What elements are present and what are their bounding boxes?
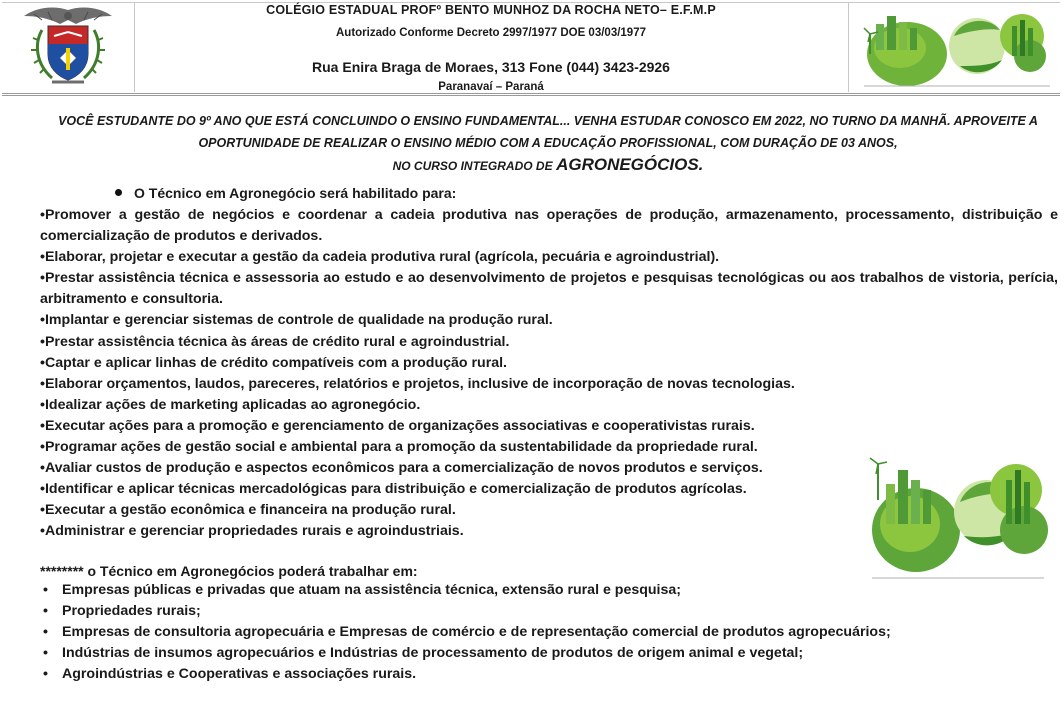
intro-course-name: AGRONEGÓCIOS. (556, 155, 704, 174)
list-item: •Implantar e gerenciar sistemas de controle de qualidade na produção rural. (40, 312, 553, 329)
authorization-decree: Autorizado Conforme Decreto 2997/1977 DOE 03/03/1977 (336, 27, 646, 39)
intro-announcement (40, 110, 1056, 177)
intro-course-prefix: NO CURSO INTEGRADO DE (392, 159, 553, 173)
list-item: •Programar ações de gestão social e ambiental para a promoção da sustentabilidade da propriedade rural. (40, 439, 758, 456)
list-item: •Administrar e gerenciar propriedades rurais e agroindustriais. (40, 523, 464, 540)
school-city: Paranavaí – Paraná (438, 81, 544, 93)
list-item: •Executar a gestão econômica e financeira na produção rural. (40, 502, 456, 519)
green-earth-city-side-icon (868, 440, 1048, 580)
list-item: • Propriedades rurais; (40, 601, 891, 622)
list-item: •Elaborar, projetar e executar a gestão da cadeia produtiva rural (agrícola, pecuária e agroindustrial). (40, 249, 720, 266)
list-item: •Avaliar custos de produção e aspectos econômicos para a comercialização de novos produtos e serviços. (40, 460, 763, 477)
list-item: •Prestar assistência técnica às áreas de crédito rural e agroindustrial. (40, 333, 510, 350)
list-item: •Elaborar orçamentos, laudos, pareceres, relatórios e projetos, inclusive de incorporação de novas tecnologias. (40, 375, 795, 392)
green-earth-city-icon (862, 6, 1052, 88)
intro-text: VOCÊ ESTUDANTE DO 9º ANO QUE ESTÁ CONCLUINDO O ENSINO FUNDAMENTAL... VENHA ESTUDAR CONOSCO EM 2022, NO TURNO DA MANHÃ. APROVEITE A OPORTUNIDADE DE REALIZAR O ENSINO MÉDIO COM A EDUCAÇÃO PROFISSIONAL, COM DURAÇÃO DE 03 ANOS, (58, 114, 1038, 150)
list-item: •Captar e aplicar linhas de crédito compatíveis com a produção rural. (40, 354, 507, 371)
list-item: •Executar ações para a promoção e gerenciamento de organizações associativas e cooperativistas rurais. (40, 417, 755, 434)
list-item: •Promover a gestão de negócios e coordenar a cadeia produtiva nas operações de produção, armazenamento, processamento, distribuição e comercialização de produtos e derivados. (40, 207, 1058, 245)
work-areas-heading: ******** o Técnico em Agronegócios poderá trabalhar em: (40, 563, 418, 579)
list-item: • Indústrias de insumos agropecuários e Indústrias de processamento de produtos de origem animal e vegetal; (40, 643, 891, 664)
qualifications-heading-text: O Técnico em Agronegócio será habilitado para: (134, 185, 457, 201)
logo-box (2, 2, 135, 92)
qualifications-heading (115, 185, 456, 201)
list-item: •Idealizar ações de marketing aplicadas ao agronegócio. (40, 396, 421, 413)
parana-coat-of-arms-icon (8, 4, 128, 88)
document-header (0, 0, 1064, 96)
list-item: • Empresas de consultoria agropecuária e Empresas de comércio e de representação comercial de produtos agropecuários; (40, 622, 891, 643)
intro-course-line (40, 154, 1056, 177)
list-item: •Identificar e aplicar técnicas mercadológicas para distribuição e comercialização de produtos agrícolas. (40, 481, 747, 498)
list-item: • Agroindústrias e Cooperativas e associações rurais. (40, 664, 891, 685)
school-address: Rua Enira Braga de Moraes, 313 Fone (044) 3423-2926 (312, 59, 670, 75)
list-item: • Empresas públicas e privadas que atuam na assistência técnica, extensão rural e pesquisa; (40, 580, 891, 601)
work-areas-list (40, 580, 891, 685)
bullet-icon (115, 189, 122, 196)
school-name: COLÉGIO ESTADUAL PROFº BENTO MUNHOZ DA ROCHA NETO– E.F.M.P (266, 3, 716, 17)
list-item: •Prestar assistência técnica e assessoria ao estudo e ao desenvolvimento de projetos e pesquisas tecnológicas ou aos trabalhos de vistoria, perícia, arbitramento e consultoria. (40, 270, 1058, 308)
